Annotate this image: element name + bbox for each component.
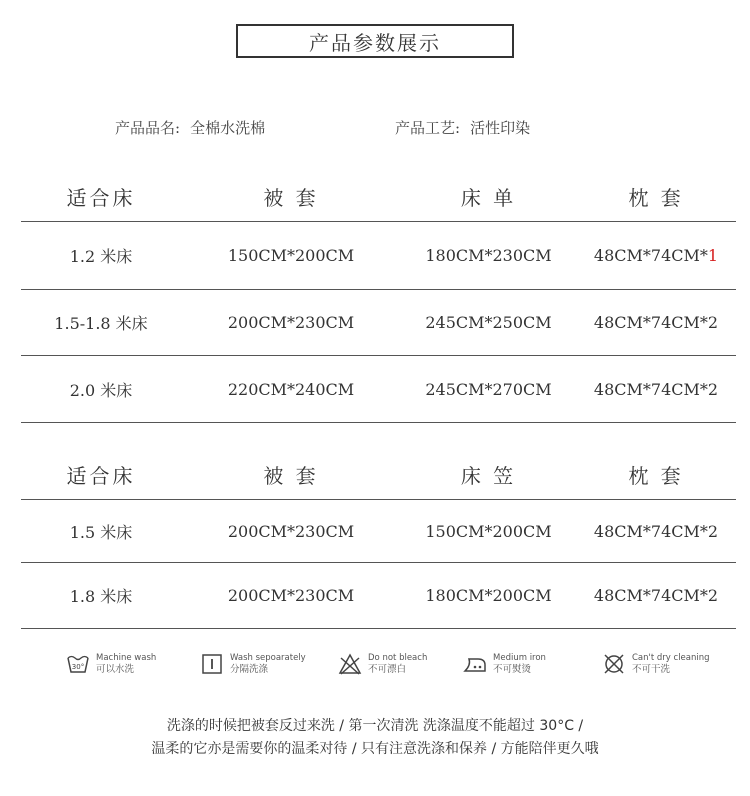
bed-size-cell: 2.0 米床	[69, 380, 133, 400]
sheet-size-cell: 245CM*270CM	[425, 379, 552, 399]
table-row	[21, 356, 736, 423]
header-cell: 适合床	[66, 464, 136, 488]
table-header-row	[21, 450, 736, 500]
machine-wash-30-icon	[66, 652, 90, 676]
header-cell: 枕 套	[628, 464, 684, 488]
duvet-size-cell: 150CM*200CM	[227, 246, 355, 265]
pillowcase-size-text: 48CM*74CM*	[593, 246, 708, 265]
duvet-size-cell: 200CM*230CM	[227, 313, 355, 332]
do-not-bleach-icon	[338, 652, 362, 676]
pillowcase-size-cell: 48CM*74CM*2	[593, 521, 719, 541]
care-item-machine-wash	[66, 652, 156, 676]
header-cell: 枕 套	[628, 186, 684, 210]
table-header-row	[21, 172, 736, 222]
header-cell: 适合床	[66, 186, 136, 210]
care-label-zh: 不可漂白	[368, 664, 407, 675]
bed-size-cell: 1.8 米床	[69, 587, 133, 606]
care-item-no-bleach	[338, 652, 427, 676]
pillowcase-size-cell	[576, 246, 736, 265]
product-process-value: 活性印染	[470, 119, 531, 137]
size-table-1	[21, 172, 736, 423]
duvet-size-cell: 200CM*230CM	[227, 521, 355, 541]
bed-size-cell: 1.5-1.8 米床	[54, 314, 148, 333]
table-row	[21, 290, 736, 356]
care-label-en: Medium iron	[493, 653, 546, 663]
fitted-sheet-size-cell: 150CM*200CM	[425, 521, 552, 541]
product-name-value: 全棉水洗棉	[190, 119, 266, 137]
footer-note-line-1: 洗涤的时候把被套反过来洗 / 第一次清洗 洗涤温度不能超过 30°C /	[166, 718, 584, 734]
care-label-en: Can't dry cleaning	[632, 653, 710, 663]
footer-note-line-2: 温柔的它亦是需要你的温柔对待 / 只有注意洗涤和保养 / 方能陪伴更久哦	[151, 741, 599, 757]
sheet-size-cell: 180CM*230CM	[425, 246, 552, 265]
care-label-en: Machine wash	[96, 653, 157, 663]
product-process	[395, 117, 530, 138]
product-name	[115, 117, 265, 138]
pillowcase-size-cell: 48CM*74CM*2	[593, 379, 719, 399]
product-process-label: 产品工艺:	[395, 119, 461, 137]
sheet-size-cell: 245CM*250CM	[425, 313, 552, 332]
no-dry-cleaning-icon	[602, 652, 626, 676]
medium-iron-icon	[463, 652, 487, 676]
fitted-sheet-size-cell: 180CM*200CM	[425, 586, 552, 605]
bed-size-cell: 1.2 米床	[69, 247, 133, 266]
pillowcase-size-cell: 48CM*74CM*2	[593, 313, 719, 332]
header-cell: 床 单	[460, 186, 517, 210]
care-label-zh: 分隔洗涤	[230, 664, 269, 675]
care-item-wash-separately	[200, 652, 306, 676]
care-item-no-dry-clean	[602, 652, 710, 676]
care-label-zh: 可以水洗	[96, 664, 135, 675]
page-title: 产品参数展示	[236, 24, 514, 58]
header-cell: 床 笠	[460, 464, 517, 488]
header-cell: 被 套	[263, 186, 319, 210]
duvet-size-cell: 220CM*240CM	[227, 379, 355, 399]
care-label-zh: 不可熨烫	[493, 664, 532, 675]
duvet-size-cell: 200CM*230CM	[227, 586, 355, 605]
care-label-en: Do not bleach	[368, 653, 428, 663]
care-label-zh: 不可干洗	[632, 664, 671, 675]
care-item-iron	[463, 652, 546, 676]
table-row	[21, 563, 736, 629]
pillowcase-count-highlight: 1	[707, 246, 719, 265]
care-instructions	[0, 652, 750, 686]
table-row	[21, 222, 736, 290]
svg-text:30°: 30°	[71, 663, 85, 671]
size-table-2	[21, 450, 736, 629]
table-row	[21, 500, 736, 563]
pillowcase-size-cell: 48CM*74CM*2	[593, 586, 719, 605]
bed-size-cell: 1.5 米床	[69, 522, 133, 542]
header-cell: 被 套	[263, 464, 319, 488]
product-name-label: 产品品名:	[115, 119, 181, 137]
wash-separately-icon	[200, 652, 224, 676]
care-label-en: Wash sepoarately	[230, 653, 306, 663]
